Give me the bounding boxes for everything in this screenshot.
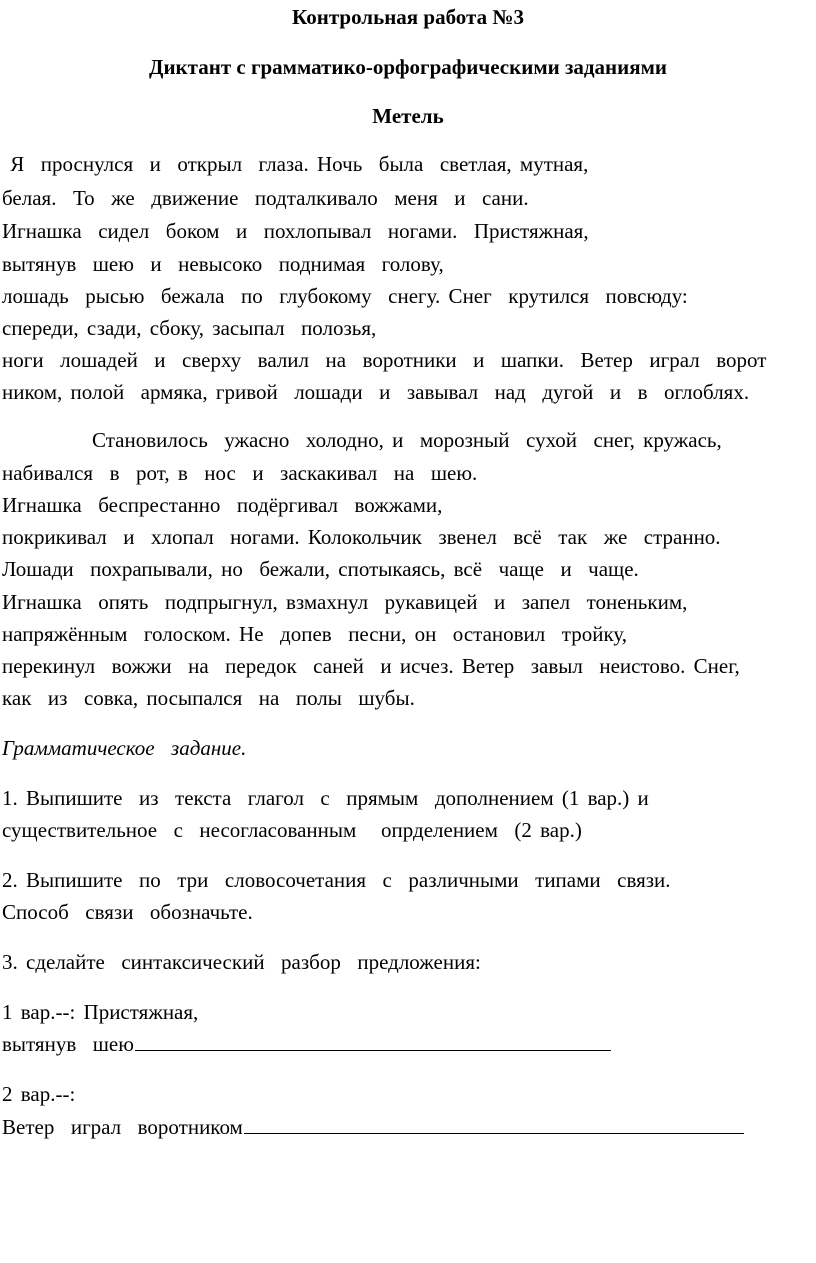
variant-1-sentence (2, 1030, 611, 1058)
variant-2-text: Ветер играл воротником (2, 1115, 243, 1139)
text-line: Становилось ужасно холодно, и морозный сухой снег, кружась, (92, 428, 722, 452)
text-line: Игнашка беспрестанно подёргивал вожжами, (2, 493, 443, 517)
text-line: спереди, сзади, сбоку, засыпал полозья, (2, 316, 377, 340)
task-1-line: 1. Выпишите из текста глагол с прямым дополнением (1 вар.) и (2, 786, 649, 810)
variant-2-label: 2 вар.--: (2, 1082, 76, 1106)
text-line: напряжённым голоском. Не допев песни, он остановил тройку, (2, 622, 628, 646)
text-line: белая. То же движение подталкивало меня и сани. (2, 186, 529, 210)
task-1-line: существительное с несогласованным опрделением (2 вар.) (2, 818, 582, 842)
text-line: перекинул вожжи на передок саней и исчез. Ветер завыл неистово. Снег, (2, 654, 740, 678)
text-title: Метель (372, 104, 444, 128)
text-line: вытянув шею и невысоко поднимая голову, (2, 252, 444, 276)
variant-2-sentence (2, 1113, 744, 1141)
document-title: Контрольная работа №3 (292, 5, 524, 29)
text-line: Игнашка сидел боком и похлопывал ногами. Пристяжная, (2, 219, 589, 243)
text-line: Игнашка опять подпрыгнул, взмахнул рукавицей и запел тоненьким, (2, 590, 688, 614)
grammar-heading: Грамматическое задание. (2, 736, 247, 760)
task-3-line: 3. сделайте синтаксический разбор предложения: (2, 950, 481, 974)
text-line: Я проснулся и открыл глаза. Ночь была светлая, мутная, (2, 152, 589, 176)
text-line: как из совка, посыпался на полы шубы. (2, 686, 415, 710)
text-line: набивался в рот, в нос и заскакивал на шею. (2, 461, 478, 485)
text-line: ноги лошадей и сверху валил на воротники и шапки. Ветер играл ворот (2, 348, 767, 372)
answer-blank-1[interactable] (135, 1030, 611, 1051)
document-subtitle: Диктант с грамматико-орфографическими заданиями (149, 55, 667, 79)
task-2-line: Способ связи обозначьте. (2, 900, 253, 924)
text-line: покрикивал и хлопал ногами. Колокольчик звенел всё так же странно. (2, 525, 721, 549)
text-line: ником, полой армяка, гривой лошади и завывал над дугой и в оглоблях. (2, 380, 750, 404)
text-line: лошадь рысью бежала по глубокому снегу. Снег крутился повсюду: (2, 284, 688, 308)
variant-1-text: вытянув шею (2, 1032, 134, 1056)
task-2-line: 2. Выпишите по три словосочетания с различными типами связи. (2, 868, 671, 892)
answer-blank-2[interactable] (244, 1113, 744, 1134)
text-line: Лошади похрапывали, но бежали, спотыкаясь, всё чаще и чаще. (2, 557, 639, 581)
variant-1-label: 1 вар.--: Пристяжная, (2, 1000, 199, 1024)
